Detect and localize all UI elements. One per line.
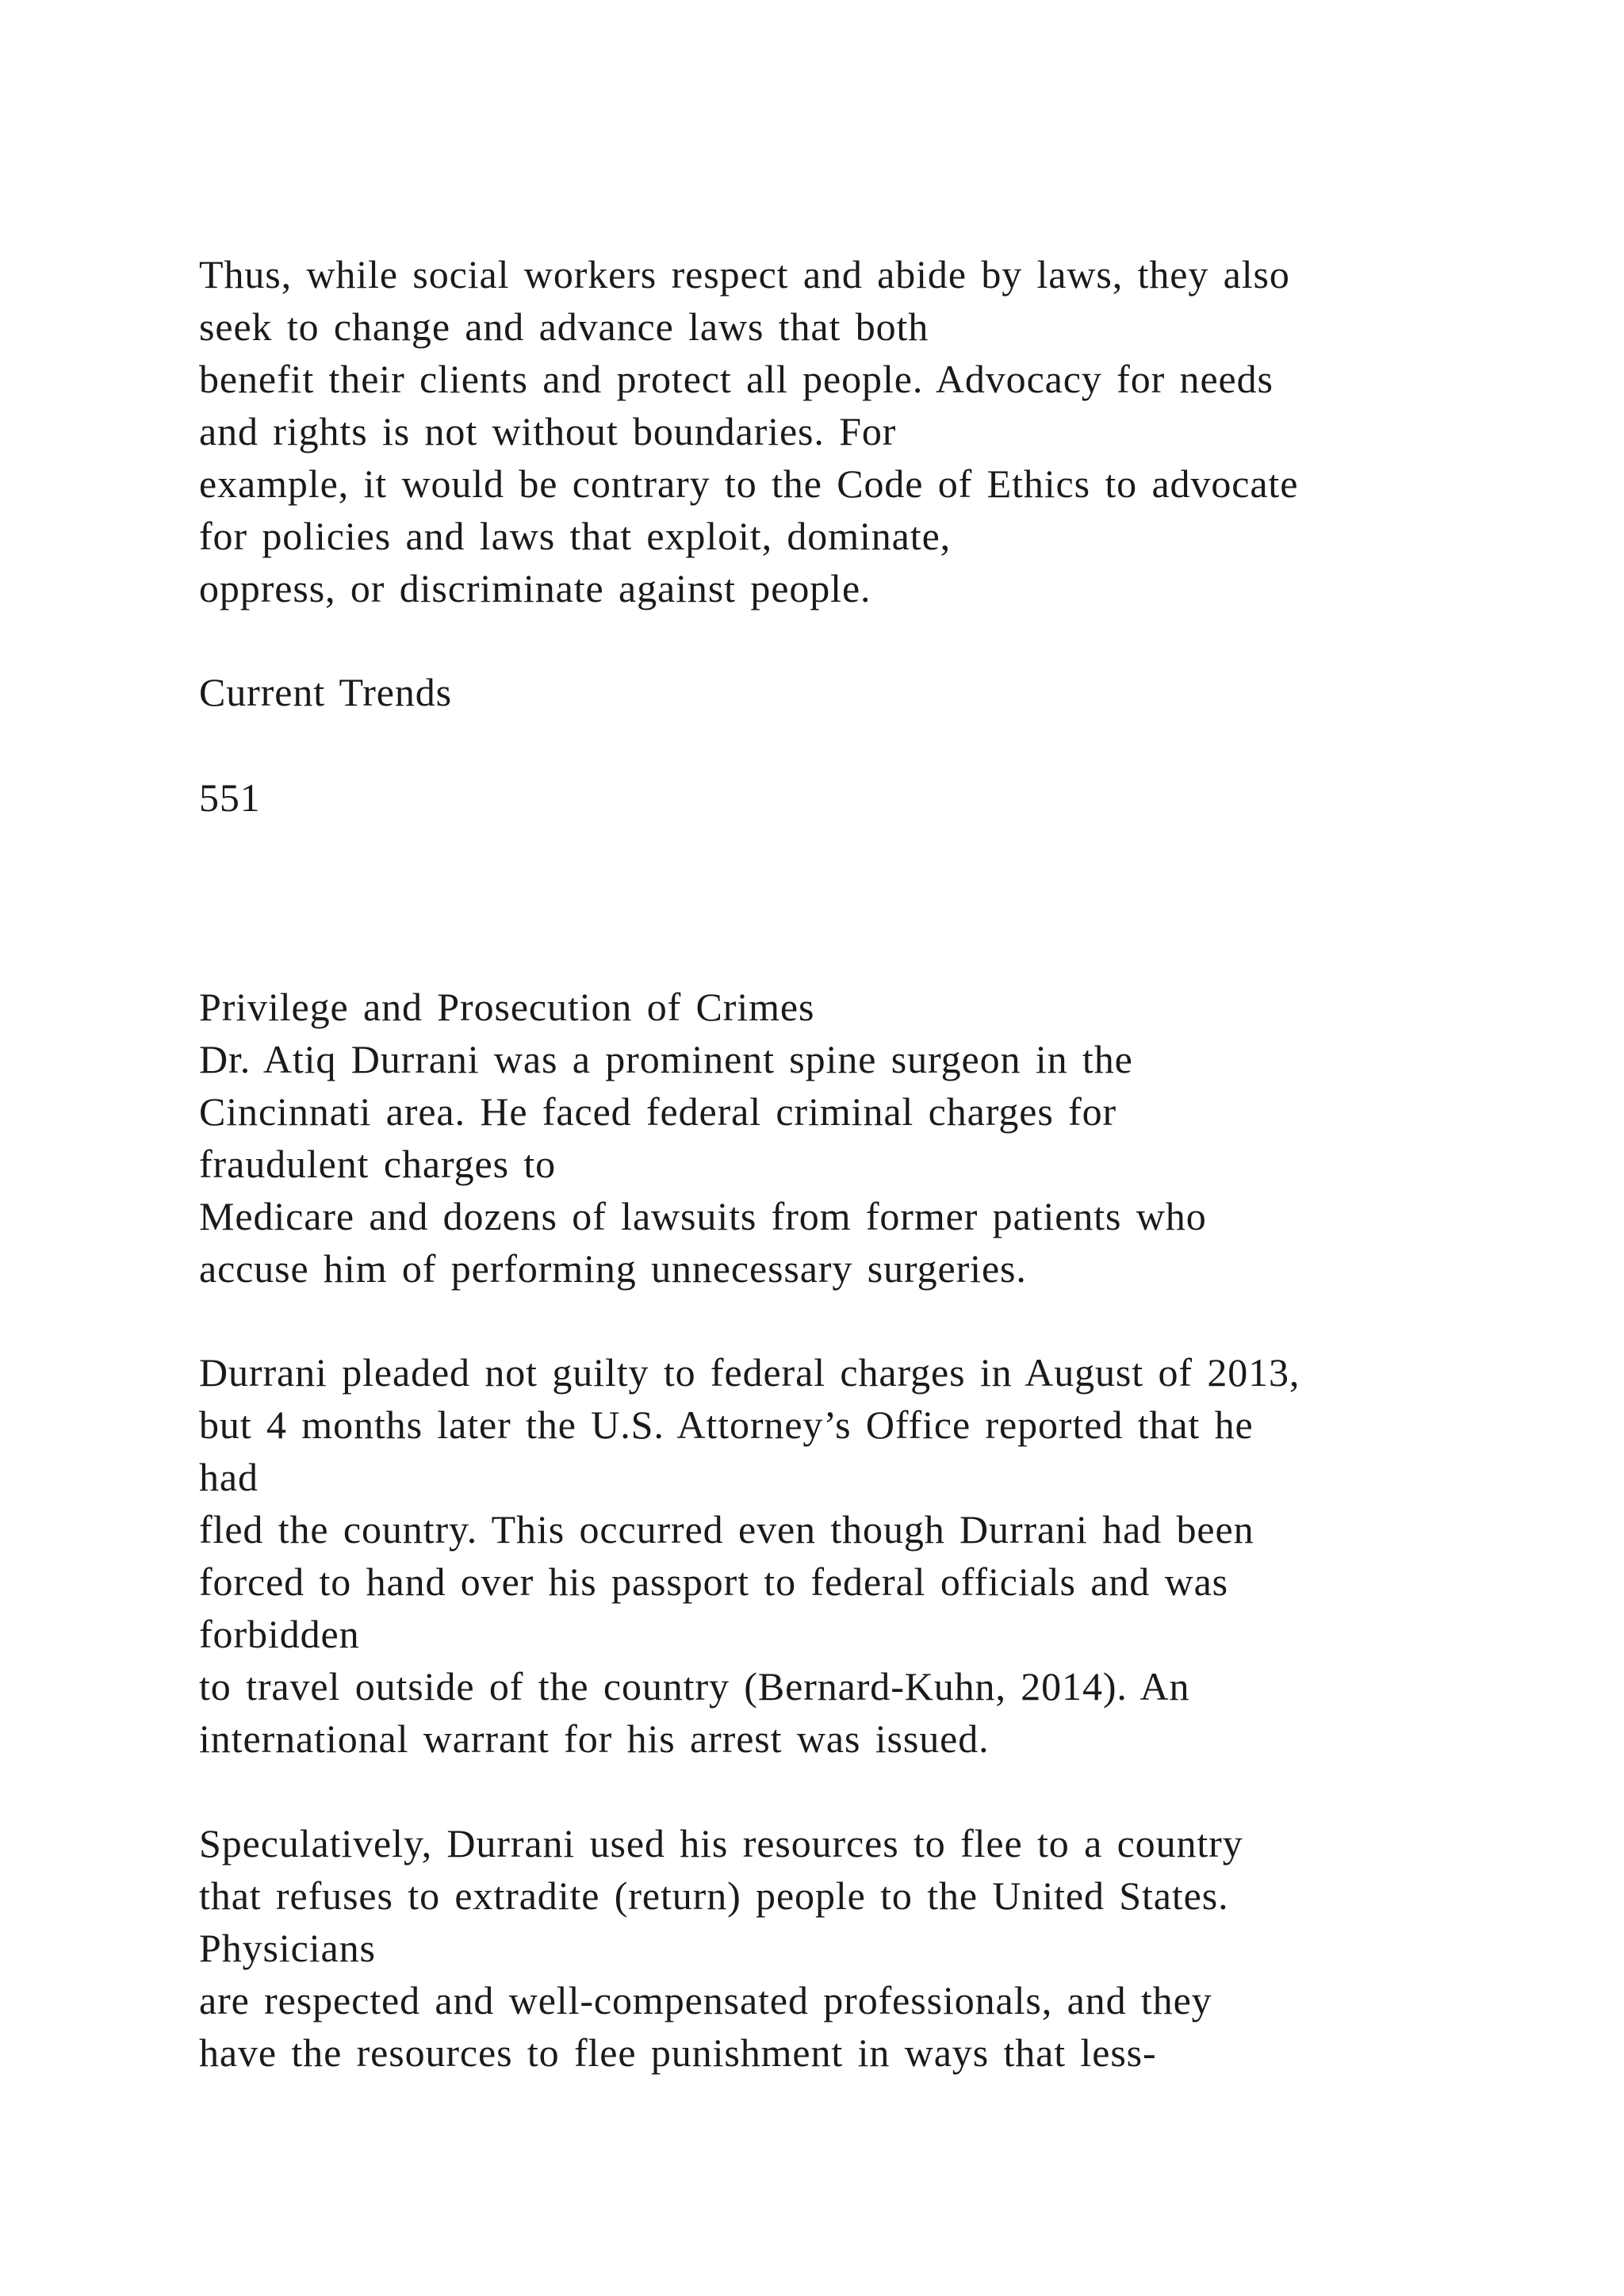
- page-number-text: 551: [199, 775, 261, 820]
- text-line: forced to hand over his passport to federal officials and was: [199, 1559, 1229, 1604]
- text-line: that refuses to extradite (return) people to the United States.: [199, 1873, 1229, 1918]
- text-line: fled the country. This occurred even though Durrani had been: [199, 1507, 1254, 1552]
- paragraph-social-workers-laws: [199, 248, 1611, 614]
- text-line: to travel outside of the country (Bernard-Kuhn, 2014). An: [199, 1664, 1190, 1709]
- paragraph-speculatively: [199, 1817, 1611, 2079]
- paragraph-heading: Privilege and Prosecution of Crimes: [199, 985, 815, 1029]
- text-line: oppress, or discriminate against people.: [199, 566, 871, 610]
- paragraph-durrani-fled: [199, 1346, 1611, 1765]
- text-line: had: [199, 1455, 259, 1499]
- text-line: Speculatively, Durrani used his resources to flee to a country: [199, 1821, 1243, 1866]
- text-line: but 4 months later the U.S. Attorney’s Office reported that he: [199, 1402, 1254, 1447]
- text-line: Durrani pleaded not guilty to federal charges in August of 2013,: [199, 1350, 1300, 1395]
- text-line: Medicare and dozens of lawsuits from former patients who: [199, 1194, 1207, 1238]
- page-number: [199, 771, 1611, 824]
- paragraph-privilege-prosecution: [199, 981, 1611, 1295]
- section-heading: Current Trends: [199, 670, 453, 714]
- text-line: seek to change and advance laws that both: [199, 304, 929, 349]
- text-line: for policies and laws that exploit, dominate,: [199, 514, 952, 558]
- text-line: Physicians: [199, 1926, 376, 1970]
- text-line: accuse him of performing unnecessary surgeries.: [199, 1246, 1027, 1291]
- text-line: have the resources to flee punishment in ways that less-: [199, 2030, 1157, 2075]
- text-line: example, it would be contrary to the Code of Ethics to advocate: [199, 461, 1299, 506]
- text-line: and rights is not without boundaries. For: [199, 409, 897, 453]
- text-line: fraudulent charges to: [199, 1142, 557, 1186]
- text-line: Thus, while social workers respect and abide by laws, they also: [199, 252, 1290, 297]
- text-line: benefit their clients and protect all people. Advocacy for needs: [199, 357, 1274, 401]
- text-line: Cincinnati area. He faced federal criminal charges for: [199, 1089, 1117, 1134]
- text-line: forbidden: [199, 1612, 360, 1656]
- text-line: are respected and well-compensated professionals, and they: [199, 1978, 1212, 2022]
- text-line: international warrant for his arrest was issued.: [199, 1716, 990, 1761]
- running-header: [199, 666, 1611, 718]
- text-line: Dr. Atiq Durrani was a prominent spine surgeon in the: [199, 1037, 1133, 1081]
